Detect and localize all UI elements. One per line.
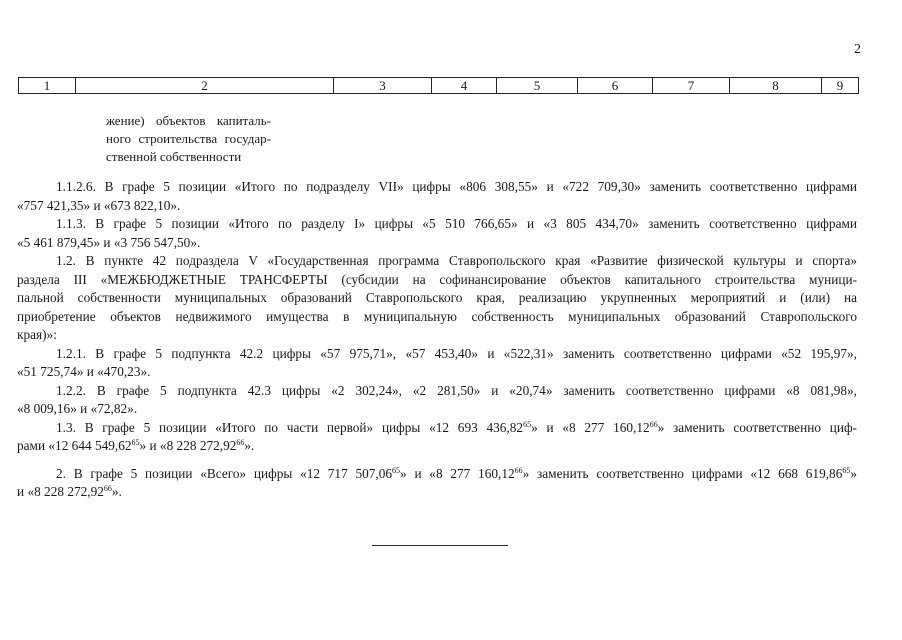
text-line: «5 461 879,45» и «3 756 547,50». [17,234,201,250]
paragraph-2 [17,465,857,502]
closing-rule [372,545,508,546]
text-line: приобретение объектов недвижимого имущества в муниципальную собственность муниципальных образований Ставропольского [17,308,857,324]
column-header-cell: 4 [432,78,497,94]
text-line: 1.2.1. В графе 5 подпункта 42.2 цифры «57 975,71», «57 453,40» и «522,31» заменить соответственно цифрами «52 195,97», [56,345,857,361]
text-line: и «8 228 272,92$^{66}$». [17,484,122,499]
paragraph-1-2-2 [17,382,857,419]
text-line: пальной собственности муниципальных образований Ставропольского края, реализацию укрупненных мероприятий и (или) на [17,290,857,305]
text-line: 1.3. В графе 5 позиции «Итого по части первой» цифры «12 693 436,82$^{65}$» и «8 277 160,12$^{66}$» заменить соответственно циф- [56,419,857,435]
kopeck-superscript: 66 [514,465,523,475]
text-line: раздела III «МЕЖБЮДЖЕТНЫЕ ТРАНСФЕРТЫ (субсидии на софинансирование объектов капитального строительства муници- [17,271,857,287]
text-line: 2. В графе 5 позиции «Всего» цифры «12 717 507,06$^{65}$» и «8 277 160,12$^{66}$» заменить соответственно цифрами «12 668 619,86$^{65}$» [56,465,857,481]
continuation-line: ственной собственности [106,149,242,164]
table-continuation-text [106,112,271,166]
text-line: «51 725,74» и «470,23». [17,364,151,379]
text-line: 1.2.2. В графе 5 подпункта 42.3 цифры «2 302,24», «2 281,50» и «20,74» заменить соответственно цифрами «8 081,98», [56,382,857,398]
kopeck-superscript: 65 [523,419,532,429]
kopeck-superscript: 65 [392,465,401,475]
paragraph-1-3 [17,419,857,456]
text-line: «757 421,35» и «673 822,10». [17,197,181,213]
paragraph-1-1-2-6 [17,178,857,215]
paragraph-1-2 [17,252,857,345]
column-header-cell: 2 [76,78,334,94]
text-line: рами «12 644 549,62$^{65}$» и «8 228 272,92$^{66}$». [17,438,255,453]
kopeck-superscript: 65 [842,465,851,475]
text-line: 1.1.3. В графе 5 позиции «Итого по разделу I» цифры «5 510 766,65» и «3 805 434,70» заменить соответственно цифрами [56,216,857,231]
column-header-cell: 5 [497,78,578,94]
column-header-cell: 7 [653,78,730,94]
text-line: «8 009,16» и «72,82». [17,401,138,416]
paragraph-1-1-3 [17,215,857,252]
continuation-line: жение) объектов капиталь- [106,113,271,128]
kopeck-superscript: 66 [236,438,245,447]
kopeck-superscript: 66 [649,419,658,429]
column-header-cell: 8 [730,78,822,94]
column-header-cell: 6 [578,78,653,94]
text-line: 1.1.2.6. В графе 5 позиции «Итого по подразделу VII» цифры «806 308,55» и «722 709,30» заменить соответственно цифрами [56,179,857,194]
column-header-cell: 3 [334,78,432,94]
column-header-table [18,77,859,94]
text-line: 1.2. В пункте 42 подраздела V «Государственная программа Ставропольского края «Развитие физической культуры и спорта» [56,253,857,268]
amendment-text [17,178,857,502]
page-number: 2 [854,42,861,57]
text-line: края)»: [17,327,57,342]
column-header-cell: 1 [19,78,76,94]
kopeck-superscript: 65 [131,438,140,447]
continuation-line: ного строительства государ- [106,131,271,146]
paragraph-1-2-1 [17,345,857,382]
column-header-cell: 9 [822,78,859,94]
kopeck-superscript: 66 [103,484,112,493]
